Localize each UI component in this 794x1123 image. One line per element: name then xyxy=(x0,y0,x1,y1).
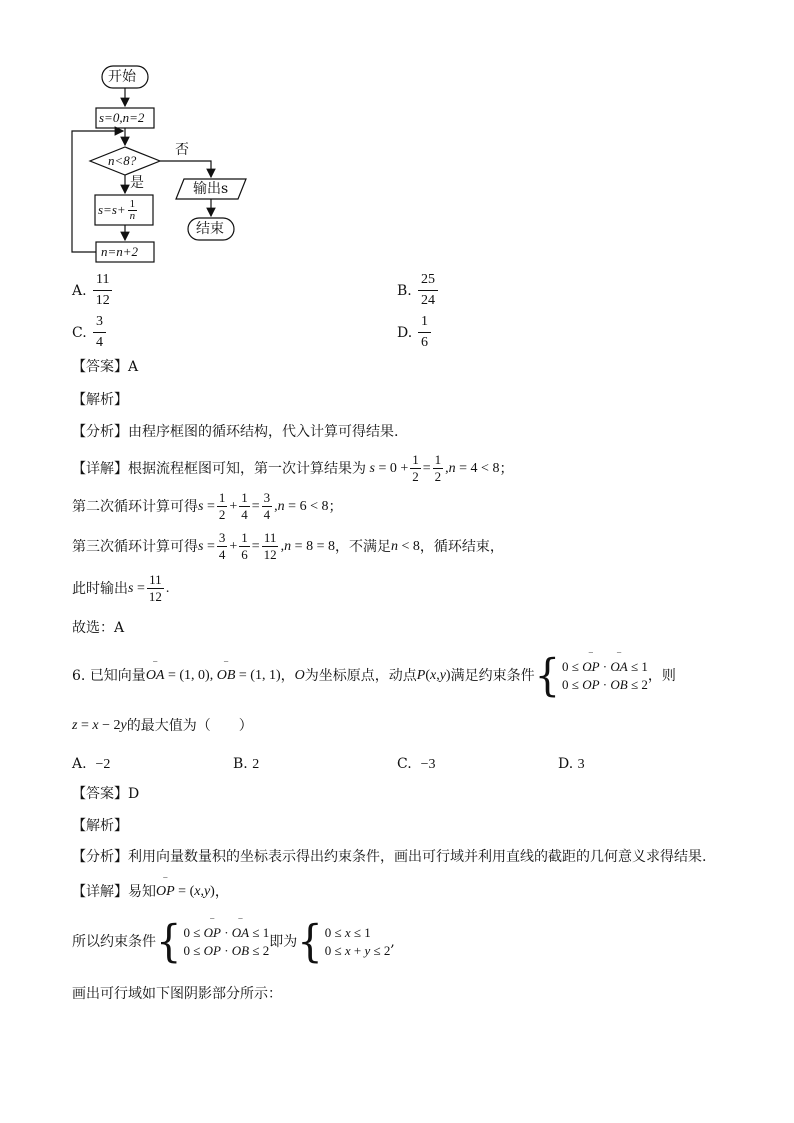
q5-option-d-letter: D. xyxy=(397,325,413,341)
update-s-den: n xyxy=(129,210,136,222)
update-s-prefix: s=s+ xyxy=(98,202,126,217)
q5-detail-line3: 第三次循环计算可得 s = $\frac{3}{4}$ + $\frac{1}{6}$ = $\frac{11}{12}$ , n = 8 = 8 ，不满足 n < 8 ，循环结束， xyxy=(72,530,504,562)
q6-analysis-label: 【解析】 xyxy=(72,818,128,834)
q5-answer: 【答案】A xyxy=(72,359,139,375)
q6-option-b: B. 2 xyxy=(233,756,260,772)
update-s-label xyxy=(98,199,139,222)
q5-detail-line4: 此时输出 s = $\frac{11}{12}$ . xyxy=(72,572,170,604)
q5-detail-line2: 第二次循环计算可得 s = $\frac{1}{2}$ + $\frac{1}{4}$ = $\frac{3}{4}$ , n = 6 < 8 ； xyxy=(72,490,343,522)
q5-option-b-value: $\frac{25}{24}$ xyxy=(418,270,438,311)
q5-option-c-letter: C. xyxy=(72,325,87,341)
q5-analysis-label: 【解析】 xyxy=(72,392,128,408)
q5-fenxi: 【分析】由程序框图的循环结构，代入计算可得结果. xyxy=(72,424,399,440)
q5-choose: 故选：A xyxy=(72,620,125,636)
q5-option-b-letter: B. xyxy=(397,283,412,299)
q6-option-c: C. −3 xyxy=(397,756,436,772)
q5-option-c-value: $\frac{3}{4}$ xyxy=(93,312,106,353)
q6-draw-text: 画出可行域如下图阴影部分所示： xyxy=(72,986,282,1002)
q5-option-a-letter: A. xyxy=(72,283,87,299)
end-label: 结束 xyxy=(196,221,224,237)
yes-label: 是 xyxy=(130,175,144,191)
start-label: 开始 xyxy=(108,69,136,85)
no-label: 否 xyxy=(175,142,189,158)
q6-stem-line2: z = x − 2 y 的最大值为（ ） xyxy=(72,718,253,734)
q6-answer: 【答案】D xyxy=(72,786,140,802)
q6-option-d: D. 3 xyxy=(558,756,585,772)
update-n-label: n=n+2 xyxy=(101,244,139,259)
q6-option-a: A. −2 xyxy=(72,756,111,772)
q6-constraint-system: { 0 ≤ ‾ OP · ‾ OA ≤ 1 0 ≤ ‾ OP · ‾ OB ≤ 2 xyxy=(535,656,648,696)
q6-fenxi: 【分析】利用向量数量积的坐标表示得出约束条件，画出可行域并利用直线的截距的几何意义求得结果. xyxy=(72,849,707,865)
q5-detail-line1: 【详解】 根据流程框图可知，第一次计算结果为 s = 0 + $\frac{1}{2}$ = $\frac{1}{2}$ , n = 4 < 8 ； xyxy=(72,452,514,484)
q5-option-a-value: $\frac{11}{12}$ xyxy=(93,270,112,311)
q6-stem-line1: 6. 已知向量 ‾ OA = (1, 0), ‾ OB = (1, 1) ， O 为坐标原点，动点 P ( x , y ) 满足约束条件 { 0 ≤ ‾ OP · ‾ OA ≤ 1 0 ≤ ‾ OP · ‾ OB ≤ 2 ，则 xyxy=(72,656,676,696)
output-label: 输出s xyxy=(193,181,229,197)
q6-constraint-line: 所以约束条件 { 0 ≤ ‾ OP · ‾ OA ≤ 1 0 ≤ ‾ OP · ‾ OB ≤ 2 即为 { 0 ≤ x ≤ 1 0 ≤ x + y ≤ 2 , xyxy=(72,922,395,962)
condition-label: n<8? xyxy=(108,153,137,168)
init-label: s=0,n=2 xyxy=(99,110,145,125)
flowchart xyxy=(0,0,794,270)
q6-detail: 【详解】 易知 ‾ OP = ( x , y ) ， xyxy=(72,882,229,902)
update-s-num: 1 xyxy=(129,198,136,210)
q5-option-d-value: $\frac{1}{6}$ xyxy=(418,312,431,353)
